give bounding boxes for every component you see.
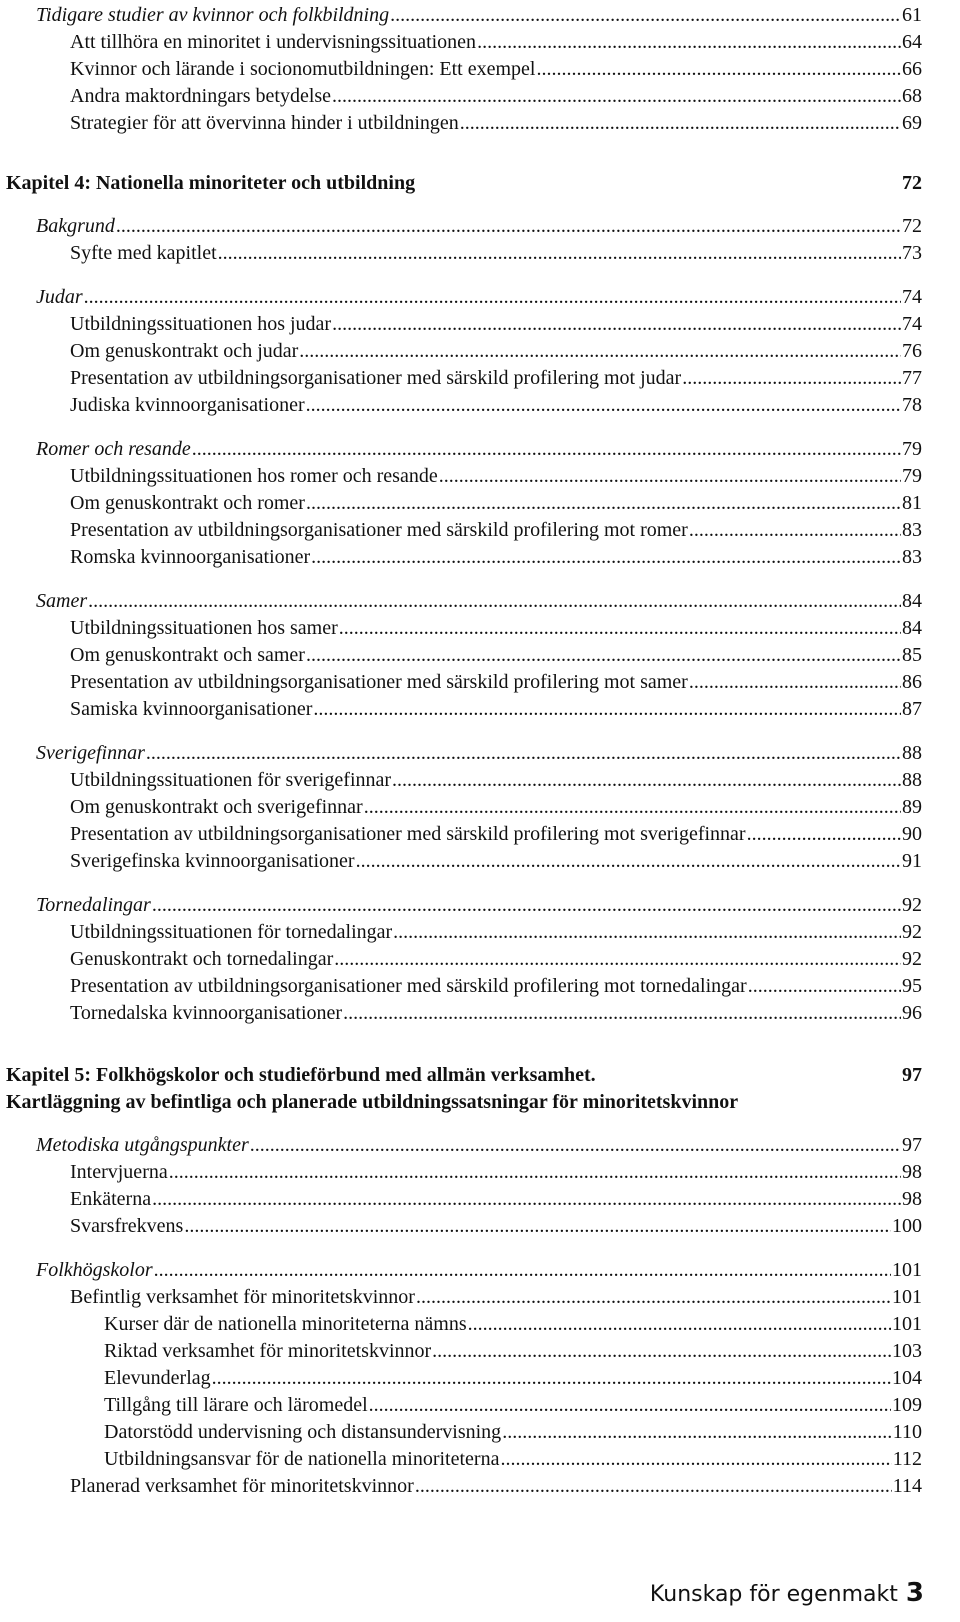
chapter-heading: [6, 170, 922, 196]
dot-leader: [192, 436, 901, 462]
entry-title: Judar: [36, 286, 83, 308]
entry-page: 77: [902, 367, 922, 389]
dot-leader: [748, 973, 901, 999]
dot-leader: [689, 669, 901, 695]
entry-title: Om genuskontrakt och sverigefinnar: [70, 796, 363, 818]
dot-leader: [356, 848, 901, 874]
entry-title: Utbildningssituationen hos samer: [70, 617, 338, 639]
dot-leader: [152, 1186, 901, 1212]
entry-title: Folkhögskolor: [36, 1259, 153, 1281]
dot-leader: [393, 919, 901, 945]
entry-page: 90: [902, 823, 922, 845]
entry-title: Tillgång till lärare och läromedel: [104, 1394, 368, 1416]
entry-title: Romska kvinnoorganisationer: [70, 546, 311, 568]
entry-page: 79: [902, 438, 922, 460]
entry-page: 92: [902, 894, 922, 916]
entry-page: 69: [902, 112, 922, 134]
entry-page: 83: [902, 546, 922, 568]
toc-entry[interactable]: [70, 240, 922, 266]
entry-title: Utbildningssituationen hos romer och resande: [70, 465, 438, 487]
entry-page: 89: [902, 796, 922, 818]
dot-leader: [84, 284, 901, 310]
entry-title: Att tillhöra en minoritet i undervisningssituationen: [70, 31, 477, 53]
toc-entry[interactable]: [70, 392, 922, 418]
entry-title: Kurser där de nationella minoriteterna nämns: [104, 1313, 467, 1335]
dot-leader: [152, 892, 901, 918]
entry-page: 96: [902, 1002, 922, 1024]
dot-leader: [146, 740, 901, 766]
entry-title: Om genuskontrakt och romer: [70, 492, 305, 514]
dot-leader: [306, 392, 901, 418]
toc-entry[interactable]: [104, 1392, 922, 1418]
entry-page: 79: [902, 465, 922, 487]
toc-entry[interactable]: [70, 848, 922, 874]
entry-title: Svarsfrekvens: [70, 1215, 184, 1237]
entry-page: 83: [902, 519, 922, 541]
toc-entry[interactable]: [70, 642, 922, 668]
dot-leader: [339, 615, 901, 641]
entry-title: Utbildningssituationen för sverigefinnar: [70, 769, 392, 791]
dot-leader: [536, 56, 901, 82]
entry-title: Genuskontrakt och tornedalingar: [70, 948, 334, 970]
entry-page: 74: [902, 313, 922, 335]
entry-page: 72: [902, 215, 922, 237]
dot-leader: [415, 1473, 892, 1499]
dot-leader: [502, 1419, 892, 1445]
dot-leader: [88, 588, 901, 614]
entry-page: 98: [902, 1161, 922, 1183]
entry-page: 109: [892, 1394, 922, 1416]
toc-entry[interactable]: [70, 1186, 922, 1212]
dot-leader: [212, 1365, 891, 1391]
entry-page: 97: [902, 1134, 922, 1156]
entry-title: Strategier för att övervinna hinder i utbildningen: [70, 112, 459, 134]
entry-page: 101: [892, 1313, 922, 1335]
dot-leader: [416, 1284, 891, 1310]
toc-entry[interactable]: [70, 696, 922, 722]
toc-entry[interactable]: [70, 615, 922, 641]
dot-leader: [689, 517, 901, 543]
entry-title: Andra maktordningars betydelse: [70, 85, 332, 107]
entry-title: Sverigefinnar: [36, 742, 145, 764]
toc-entry[interactable]: [70, 1284, 922, 1310]
toc-entry[interactable]: [70, 544, 922, 570]
entry-page: 61: [902, 4, 922, 26]
dot-leader: [432, 1338, 891, 1364]
entry-title: Riktad verksamhet för minoritetskvinnor: [104, 1340, 432, 1362]
toc-entry[interactable]: [36, 740, 922, 766]
chapter-title: Kapitel 5: Folkhögskolor och studieförbund med allmän verksamhet.: [6, 1064, 596, 1086]
dot-leader: [390, 2, 901, 28]
dot-leader: [250, 1132, 901, 1158]
entry-title: Utbildningssituationen för tornedalingar: [70, 921, 393, 943]
entry-title: Presentation av utbildningsorganisationer med särskild profilering mot romer: [70, 519, 688, 541]
footer-title: Kunskap för egenmakt: [649, 1582, 898, 1607]
toc-entry[interactable]: [104, 1338, 922, 1364]
toc-entry[interactable]: [70, 946, 922, 972]
entry-page: 98: [902, 1188, 922, 1210]
toc-entry[interactable]: [36, 284, 922, 310]
dot-leader: [332, 83, 901, 109]
entry-page: 91: [902, 850, 922, 872]
entry-title: Om genuskontrakt och judar: [70, 340, 299, 362]
entry-title: Samer: [36, 590, 88, 612]
entry-page: 92: [902, 948, 922, 970]
entry-title: Presentation av utbildningsorganisationer med särskild profilering mot judar: [70, 367, 682, 389]
toc-entry[interactable]: [36, 1257, 922, 1283]
toc-entry[interactable]: [36, 436, 922, 462]
toc-entry[interactable]: [70, 365, 922, 391]
dot-leader: [169, 1159, 901, 1185]
entry-page: 103: [892, 1340, 922, 1362]
entry-title: Bakgrund: [36, 215, 115, 237]
toc-entry[interactable]: [70, 1000, 922, 1026]
entry-title: Syfte med kapitlet: [70, 242, 217, 264]
page-number: 3: [905, 1578, 924, 1608]
dot-leader: [116, 213, 901, 239]
toc-entry[interactable]: [36, 2, 922, 28]
dot-leader: [306, 490, 901, 516]
dot-leader: [334, 946, 901, 972]
toc-entry[interactable]: [70, 490, 922, 516]
entry-title: Presentation av utbildningsorganisationer med särskild profilering mot sverigefinnar: [70, 823, 746, 845]
entry-title: Presentation av utbildningsorganisationer med särskild profilering mot samer: [70, 671, 688, 693]
dot-leader: [747, 821, 901, 847]
dot-leader: [500, 1446, 891, 1472]
entry-page: 87: [902, 698, 922, 720]
toc-entry[interactable]: [36, 892, 922, 918]
entry-title: Utbildningsansvar för de nationella minoriteterna: [104, 1448, 500, 1470]
dot-leader: [477, 29, 901, 55]
dot-leader: [343, 1000, 901, 1026]
entry-title: Enkäterna: [70, 1188, 152, 1210]
entry-title: Tornedalska kvinnoorganisationer: [70, 1002, 343, 1024]
entry-page: 88: [902, 769, 922, 791]
entry-title: Metodiska utgångspunkter: [36, 1134, 249, 1156]
entry-page: 81: [902, 492, 922, 514]
chapter-page: 72: [902, 172, 922, 194]
entry-page: 68: [902, 85, 922, 107]
chapter-heading: [6, 1062, 922, 1088]
entry-title: Planerad verksamhet för minoritetskvinnor: [70, 1475, 414, 1497]
entry-title: Samiska kvinnoorganisationer: [70, 698, 313, 720]
dot-leader: [311, 544, 901, 570]
dot-leader: [439, 463, 901, 489]
page-footer: [650, 1578, 924, 1608]
entry-page: 112: [892, 1448, 922, 1470]
dot-leader: [369, 1392, 891, 1418]
entry-title: Tornedalingar: [36, 894, 151, 916]
dot-leader: [218, 240, 901, 266]
entry-page: 110: [892, 1421, 922, 1443]
toc-entry[interactable]: [36, 213, 922, 239]
dot-leader: [299, 338, 901, 364]
toc-entry[interactable]: [70, 1213, 922, 1239]
toc-entry[interactable]: [70, 311, 922, 337]
chapter-title: Kapitel 4: Nationella minoriteter och utbildning: [6, 172, 416, 194]
toc-entry[interactable]: [70, 1159, 922, 1185]
entry-title: Utbildningssituationen hos judar: [70, 313, 332, 335]
entry-title: Elevunderlag: [104, 1367, 211, 1389]
entry-page: 84: [902, 590, 922, 612]
entry-title: Sverigefinska kvinnoorganisationer: [70, 850, 355, 872]
toc-entry[interactable]: [70, 1473, 922, 1499]
entry-page: 114: [892, 1475, 922, 1497]
toc-entry[interactable]: [70, 767, 922, 793]
toc-entry[interactable]: [104, 1446, 922, 1472]
toc-entry[interactable]: [104, 1419, 922, 1445]
entry-page: 78: [902, 394, 922, 416]
entry-page: 84: [902, 617, 922, 639]
dot-leader: [392, 767, 901, 793]
dot-leader: [306, 642, 901, 668]
dot-leader: [313, 696, 901, 722]
entry-page: 95: [902, 975, 922, 997]
entry-page: 92: [902, 921, 922, 943]
entry-title: Befintlig verksamhet för minoritetskvinnor: [70, 1286, 415, 1308]
entry-page: 85: [902, 644, 922, 666]
toc-entry[interactable]: [70, 29, 922, 55]
entry-page: 104: [892, 1367, 922, 1389]
entry-title: Om genuskontrakt och samer: [70, 644, 305, 666]
dot-leader: [184, 1213, 891, 1239]
entry-page: 101: [892, 1259, 922, 1281]
toc-entry[interactable]: [70, 973, 922, 999]
toc-entry[interactable]: [70, 919, 922, 945]
toc-entry[interactable]: [70, 463, 922, 489]
entry-page: 73: [902, 242, 922, 264]
toc-entry[interactable]: [70, 83, 922, 109]
entry-title: Judiska kvinnoorganisationer: [70, 394, 305, 416]
toc-entry[interactable]: [70, 821, 922, 847]
toc-entry[interactable]: [36, 588, 922, 614]
dot-leader: [364, 794, 901, 820]
toc-entry[interactable]: [104, 1365, 922, 1391]
dot-leader: [468, 1311, 891, 1337]
entry-title: Intervjuerna: [70, 1161, 168, 1183]
entry-page: 101: [892, 1286, 922, 1308]
dot-leader: [332, 311, 901, 337]
entry-title: Romer och resande: [36, 438, 191, 460]
toc-entry[interactable]: [70, 794, 922, 820]
dot-leader: [460, 110, 901, 136]
entry-page: 86: [902, 671, 922, 693]
entry-page: 66: [902, 58, 922, 80]
entry-title: Kvinnor och lärande i socionomutbildningen: Ett exempel: [70, 58, 536, 80]
toc-entry[interactable]: [70, 56, 922, 82]
toc-entry[interactable]: [104, 1311, 922, 1337]
entry-title: Tidigare studier av kvinnor och folkbildning: [36, 4, 390, 26]
toc-entry[interactable]: [36, 1132, 922, 1158]
toc-entry[interactable]: [70, 669, 922, 695]
toc-entry[interactable]: [70, 517, 922, 543]
entry-page: 76: [902, 340, 922, 362]
dot-leader: [682, 365, 901, 391]
chapter-page: 97: [902, 1064, 922, 1086]
dot-leader: [154, 1257, 891, 1283]
toc-entry[interactable]: [70, 110, 922, 136]
entry-page: 100: [892, 1215, 922, 1237]
entry-page: 64: [902, 31, 922, 53]
entry-page: 74: [902, 286, 922, 308]
chapter-subheading: Kartläggning av befintliga och planerade utbildningssatsningar för minoritetskvinnor: [6, 1091, 739, 1113]
entry-title: Datorstödd undervisning och distansundervisning: [104, 1421, 502, 1443]
entry-title: Presentation av utbildningsorganisationer med särskild profilering mot tornedalingar: [70, 975, 747, 997]
entry-page: 88: [902, 742, 922, 764]
toc-entry[interactable]: [70, 338, 922, 364]
